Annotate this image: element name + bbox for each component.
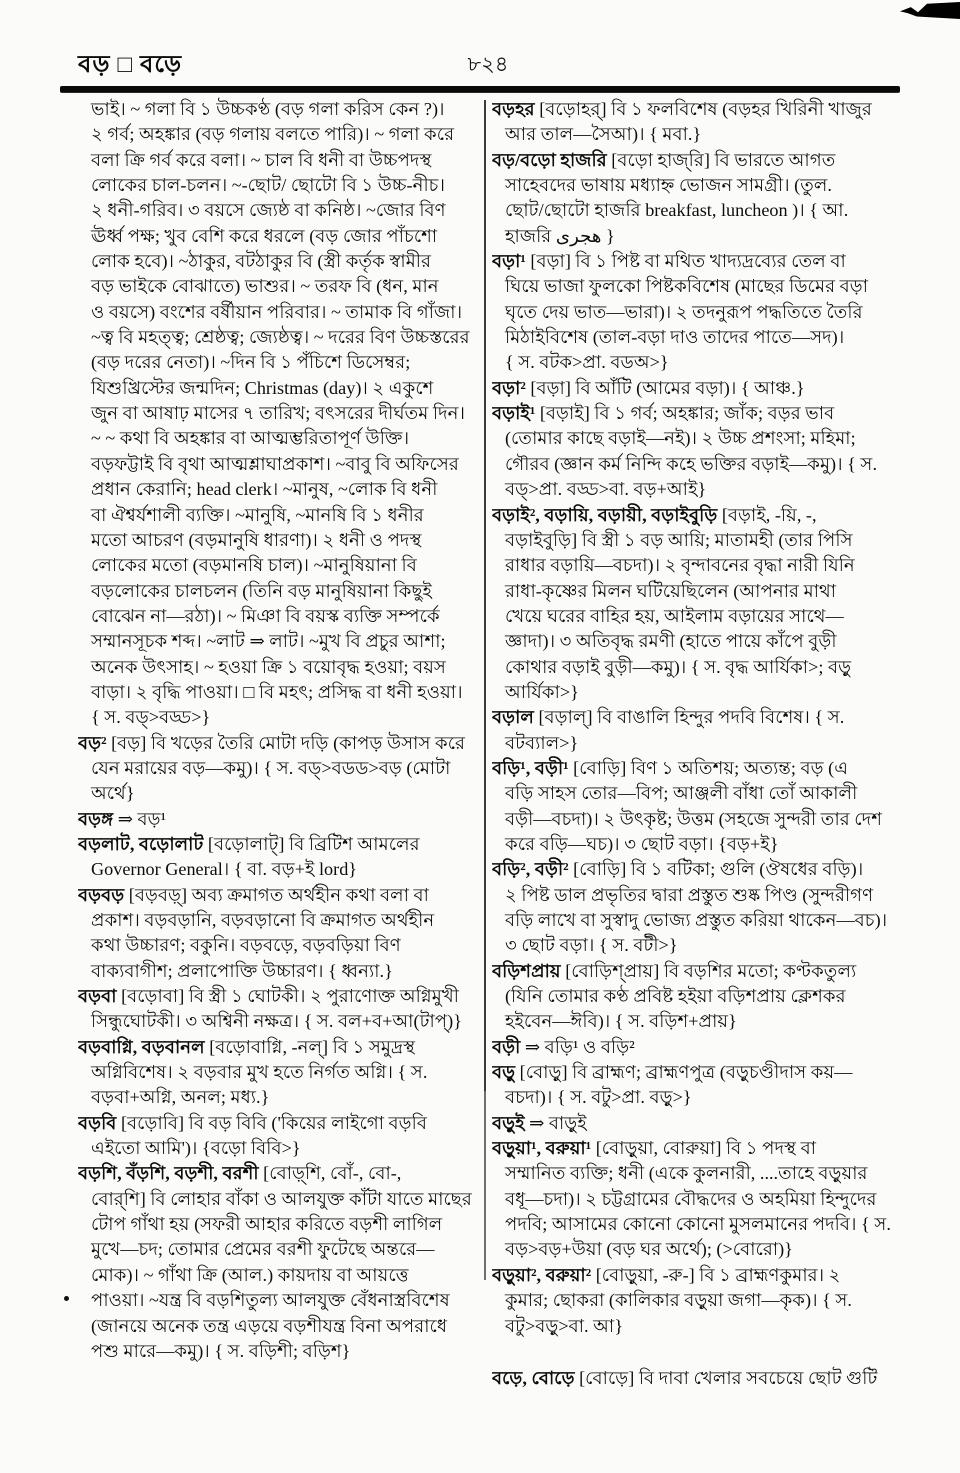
entry-text-line: কোথার বড়াই বুড়ী—কমু)। { স. বৃদ্ধ আর্যিকা>; বড়ু [505, 656, 852, 677]
entry-text-line: ~ ~ কথা বি অহঙ্কার বা আত্মম্ভরিতাপূর্ণ উক্তি। [91, 428, 410, 449]
guide-words: বড় □ বড়ে [78, 52, 183, 78]
entry-text-line: Governor General। { বা. বড়+ই lord} [91, 859, 358, 880]
headword: বড়ে, বোড়ে [492, 1367, 575, 1388]
entry-text-line: সম্মানসূচক শব্দ। ~লাট ⇒ লাট। ~মুখ বি প্রচুর আশা; [91, 631, 446, 652]
entry-headword-line: বড়িশপ্রায় [বোড়িশ্‌প্রায়] বি বড়শির মতো; কণ্টকতুল্য [492, 960, 857, 981]
entry-text-line: { স. বড্>বড্ড>} [91, 707, 211, 728]
headword: বড়ুয়া², বরুয়া² [492, 1264, 592, 1285]
headword: বড়ুই [492, 1112, 525, 1133]
entry-text-line: লোকের মতো (বড়মানষি চাল)। ~মানুষিয়ানা বি [91, 555, 417, 576]
scan-corner-artifact [900, 2, 960, 19]
entry-headword-line: বড়বাগ্নি, বড়বানল [বড়োবাগ্নি, -নল্] বি ১ সমুদ্রস্থ [78, 1036, 416, 1057]
headword: বড়ুয়া¹, বরুয়া¹ [492, 1138, 592, 1159]
entry-text-line: অনেক উৎসাহ। ~ হওয়া ক্রি ১ বয়োবৃদ্ধ হওয়া; বয়স [91, 656, 446, 677]
entry-headword-line: বড়া² [বড়া] বি আঁটি (আমের বড়া)। { আঞ্চ.} [492, 377, 805, 398]
entry-text-line: বচদা)। { স. বটু>প্রা. বড়ু>} [505, 1087, 692, 1108]
entry-text-line: ছোট/ছোটো হাজরি breakfast, luncheon )। { আ. [505, 200, 849, 221]
entry-text-line: ২ পিষ্ট ডাল প্রভৃতির দ্বারা প্রস্তুত শুষ্ক পিণ্ড (সুন্দরীগণ [505, 884, 874, 905]
entry-text-line: এইতো আমি')। {বড়ো বিবি>} [91, 1138, 301, 1159]
entry-text-line: ৩ ছোট বড়া। { স. বটী>} [505, 935, 678, 956]
entry-text-line: বা ঐশ্বর্যশালী ব্যক্তি। ~মানুষি, ~মানষি বি ১ ধনীর [91, 504, 424, 525]
entry-headword-line: বড়শি, বঁড়শি, বড়শী, বরশী [বোড়্‌শি, বোঁ-, বো-, [78, 1163, 402, 1184]
headword: বড়লাট, বড়োলাট [78, 833, 204, 854]
entry-text-line: বড়>বড়+উয়া (বড় ঘর অর্থে); (>বোরো)} [505, 1239, 793, 1260]
entry-text-line: জুন বা আষাঢ় মাসের ৭ তারিখ; বৎসরের দীর্ঘতম দিন। [91, 403, 466, 424]
entry-text-line: যেন মরায়ের বড়—কমু)। { স. বড্>বডড>বড় (মোটা [91, 757, 451, 778]
entry-text-line: (বড় দরের নেতা)। ~দিন বি ১ পঁচিশে ডিসেম্বর; [91, 352, 411, 373]
entry-headword-line: বড়বা [বড়োবা] বি স্ত্রী ১ ঘোটকী। ২ পুরাণোক্ত অগ্নিমুখী [78, 986, 459, 1007]
headword: বড়াল [492, 707, 534, 728]
entry-text-line: যিশুখ্রিস্টের জন্মদিন; Christmas (day)। ২ একুশে [91, 377, 434, 398]
entry-text-line: লোক হবে)। ~ঠাকুর, বটঠাকুর বি (স্ত্রী কর্তৃক স্বামীর [91, 251, 432, 272]
entry-text-line: ঊর্ধ্ব পক্ষ; খুব বেশি করে ধরলে (বড় জোর পাঁচশো [91, 225, 438, 246]
headword: বড়ি², বড়ী² [492, 859, 569, 880]
entry-headword-line: বড়াই², বড়ায়ি, বড়ায়ী, বড়াইবুড়ি [বড়াই, -য়ি, -, [492, 504, 817, 525]
entry-text-line: প্রধান কেরানি; head clerk। ~মানুষ, ~লোক বি ধনী [91, 479, 438, 500]
entry-text-line: (তোমার কাছে বড়াই—নই)। ২ উচ্চ প্রশংসা; মহিমা; [505, 428, 856, 449]
entry-text-line: বড়ি লাখে বা সুস্বাদু ভোজ্য প্রস্তুত করিয়া থাকেন—বচ)। [505, 910, 888, 930]
headword: বড়বা [78, 986, 117, 1007]
entry-text-line: জ্ঞাদা)। ৩ অতিবৃদ্ধ রমণী (হাতে পায়ে কাঁপে বুড়ী [505, 631, 837, 652]
entry-text-line: বটব্যাল>} [505, 732, 579, 753]
entry-text-line: বলা ক্রি গর্ব করে বলা। ~ চাল বি ধনী বা উচ্চপদস্থ [91, 149, 432, 170]
entry-text-line: হাজরি هجرى } [505, 225, 615, 246]
entry-headword-line: বড়ুয়া², বরুয়া² [বোড়ুয়া, -রু-] বি ১ ব্রাহ্মণকুমার। ২ [492, 1264, 841, 1285]
entry-text-line: অগ্নিবিশেষ। ২ বড়বার মুখ হতে নির্গত অগ্নি। { স. [91, 1062, 428, 1083]
entry-text-line: বড় ভাইকে বোঝাতে) ভাশুর। ~ তরফ বি (ধন, মান [91, 276, 439, 297]
entry-text-line: রাধা-কৃষ্ণের মিলন ঘটিয়েছিলেন (আপনার মাথা [505, 580, 837, 601]
entry-headword-line: বড়ু [বোড়ু] বি ব্রাহ্মণ; ব্রাহ্মণপুত্র (বড়ুচণ্ডীদাস কয়— [492, 1062, 853, 1083]
entry-text-line: পদবি; আসামের কোনো কোনো মুসলমানের পদবি। { স. [505, 1214, 891, 1235]
entry-text-line: সিন্ধুঘোটকী। ৩ অশ্বিনী নক্ষত্র। { স. বল+ব+আ(টাপ্)} [91, 1011, 462, 1032]
entry-text-line: { স. বটক>প্রা. বডঅ>} [505, 352, 669, 373]
entry-text-line: বাড়া। ২ বৃদ্ধি পাওয়া। □ বি মহৎ; প্রসিদ্ধ বা ধনী হওয়া। [91, 681, 463, 702]
entry-text-line: সম্মানিত ব্যক্তি; ধনী (একে কুলনারী, ....তাহে বড়ুয়ার [505, 1163, 868, 1184]
entry-text-line: মিঠাইবিশেষ (তাল-বড়া দাও তাদের পাতে—সদ)। [505, 327, 845, 348]
left-column [78, 97, 480, 1364]
right-column [492, 97, 894, 1391]
headword: বড়ী [492, 1036, 521, 1057]
headword: বড়িশপ্রায় [492, 960, 561, 981]
entry-headword-line: বড়/বড়ো হাজরি [বড়ো হাজ্‌রি] বি ভারতে আগত [492, 149, 836, 170]
entry-text-line: পাওয়া। ~যন্ত্র বি বড়শিতুল্য আলযুক্ত বেঁধনাস্ত্রবিশেষ [91, 1290, 450, 1311]
entry-text-line: লোকের চাল-চলন। ~-ছোট/ ছোটো বি ১ উচ্চ-নীচ। [91, 175, 445, 196]
entry-text-line: পশু মারে—কমু)। { স. বড়িশী; বড়িশ} [91, 1340, 351, 1361]
entry-headword-line: বড়া¹ [বড়া] বি ১ পিষ্ট বা মথিত খাদ্যদ্রব্যের তেল বা [492, 251, 846, 272]
entry-headword-line: বড়ি¹, বড়ী¹ [বোড়ি] বিণ ১ অতিশয়; অত্যন্ত; বড় (এ [492, 757, 849, 778]
headword: বড়ু [492, 1062, 516, 1083]
entry-headword-line: বড়ঙ্গ ⇒ বড়¹ [78, 808, 167, 829]
headword: বড়বড় [78, 884, 125, 905]
headword: বড়াই², বড়ায়ি, বড়ায়ী, বড়াইবুড়ি [492, 504, 718, 525]
entry-text-line: টোপ গাঁথা হয় (সফরী আহার করিতে বড়শী লাগিল [91, 1214, 443, 1235]
entry-text-line: ২ গর্ব; অহঙ্কার (বড় গলায় বলতে পারি)। ~ গলা করে [91, 124, 455, 145]
headword: বড়া² [492, 377, 526, 398]
headword: বড়বাগ্নি, বড়বানল [78, 1036, 205, 1057]
header-rule [60, 86, 900, 92]
entry-text-line: রাধার বড়ায়ি—বচদা)। ২ বৃন্দাবনের বৃদ্ধা নারী যিনি [505, 555, 855, 576]
entry-text-line: ও বয়সে) বংশের বর্ষীয়ান পরিবার। ~ তামাক বি গাঁজা। [91, 301, 463, 322]
headword: বড়হর [492, 99, 535, 119]
entry-text-line: অর্থে} [91, 783, 135, 804]
entry-headword-line: বড়ুয়া¹, বরুয়া¹ [বোড়ুয়া, বোরুয়া] বি ১ পদস্থ বা [492, 1138, 817, 1159]
entry-text-line: আর্যিকা>} [505, 681, 579, 702]
entry-headword-line: বড়াল [বড়াল্] বি বাঙালি হিন্দুর পদবি বিশেষ। { স. [492, 707, 845, 728]
entry-text-line: বোর্‌শি] বি লোহার বাঁকা ও আলযুক্ত কাঁটা যাতে মাছের [91, 1188, 472, 1209]
entry-text-line: বড়াইবুড়ি] বি স্ত্রী ১ বড় আয়ি; মাতামহী (তার পিসি [505, 529, 853, 550]
entry-text-line: (যিনি তোমার কণ্ঠ প্রবিষ্ট হইয়া বড়িশপ্রায় ক্লেশকর [505, 986, 846, 1007]
entry-text-line: ২ ধনী-গরিব। ৩ বয়সে জ্যেষ্ঠ বা কনিষ্ঠ। ~জোর বিণ [91, 200, 446, 221]
entry-headword-line: বড়বি [বড়োবি] বি বড় বিবি ('কিয়ের লাইগো বড়বি [78, 1112, 427, 1133]
entry-text-line: বড়লোকের চালচলন (তিনি বড় মানুষিয়ানা কিছুই [91, 580, 432, 601]
column-divider [484, 100, 486, 1280]
entry-text-line: মতো আচরণ (বড়মানুষি ধারণা)। ২ ধনী ও পদস্থ [91, 529, 422, 550]
entry-text-line: বড্>প্রা. বড্ড>বা. বড়+আই} [505, 479, 707, 500]
entry-text-line: মোক)। ~ গাঁথা ক্রি (আল.) কায়দায় বা আয়ত্তে [91, 1264, 409, 1285]
entry-headword-line: বড়বড় [বড়বড়্] অব্য ক্রমাগত অর্থহীন কথা বলা বা [78, 884, 429, 905]
entry-headword-line: বড়লাট, বড়োলাট [বড়োলাট্] বি ব্রিটিশ আমলের [78, 833, 420, 854]
entry-text-line: বড়ফট্টাই বি বৃথা আত্মশ্লাঘাপ্রকাশ। ~বাবু বি অফিসের [91, 453, 459, 474]
entry-text-line: বড়ি সাহস তোর—বিপ; আঞ্জলী বাঁধা তোঁ আকালী [505, 783, 858, 804]
entry-text-line: ঘিয়ে ভাজা ফুলকো পিষ্টকবিশেষ (মাছের ডিমের বড়া [505, 276, 869, 297]
entry-text-line: প্রকাশ। বড়বড়ানি, বড়বড়ানো বি ক্রমাগত অর্থহীন [91, 910, 435, 930]
entry-text-line: হইবেন—ঈবি)। { স. বড়িশ+প্রায়} [505, 1011, 737, 1032]
headword: বড়া¹ [492, 251, 526, 272]
scan-speck [64, 1296, 69, 1301]
entry-text-line: বড়ী—বচদা)। ২ উৎকৃষ্ট; উত্তম (সহজে সুন্দরী তার দেশ [505, 808, 882, 829]
page-number: ৮২৪ [467, 52, 509, 76]
entry-text-line: ঘৃতে দেয় ভাত—ভারা)। ২ তদনুরূপ পদ্ধতিতে তৈরি [505, 301, 863, 322]
entry-text-line: খেয়ে ঘরের বাহির হয়, আইলাম বড়ায়ের সাথে— [505, 605, 844, 626]
headword: বড়/বড়ো হাজরি [492, 149, 607, 170]
entry-text-line: বড়বা+অগ্নি, অনল; মধ্য.} [91, 1087, 270, 1108]
entry-headword-line: বড়² [বড়] বি খড়ের তৈরি মোটা দড়ি (কাপড় উসাস করে [78, 732, 466, 753]
entry-text-line: কথা উচ্চারণ; বকুনি। বড়বড়ে, বড়বড়িয়া বিণ [91, 935, 401, 956]
entry-text-line: ভাই। ~ গলা বি ১ উচ্চকণ্ঠ (বড় গলা করিস কেন ?)। [91, 99, 445, 119]
entry-text-line: বাক্যবাগীশ; প্রলাপোক্তি উচ্চারণ। { ধ্বন্যা.} [91, 960, 393, 981]
entry-text-line: করে বড়ি—ঘচ)। ৩ ছোট বড়া। {বড়+ই} [505, 833, 779, 854]
entry-headword-line: বড়াই¹ [বড়াই] বি ১ গর্ব; অহঙ্কার; জাঁক; বড়র ভাব [492, 403, 835, 424]
headword: বড়ি¹, বড়ী¹ [492, 757, 569, 778]
entry-headword-line: বড়হর [বড়োহর্] বি ১ ফলবিশেষ (বড়হর খিরিনী খাজুর [492, 99, 872, 119]
headword: বড়াই¹ [492, 403, 536, 424]
headword: বড়বি [78, 1112, 117, 1133]
entry-text-line: গৌরব (জ্ঞান কর্ম নিন্দি কহে ভক্তির বড়াই—কমু)। { স. [505, 453, 877, 474]
entry-text-line: (জানয়ে অনেক তন্ত্র এড়য়ে বড়শীযন্ত্র বিনা অপরাধে [91, 1315, 448, 1336]
headword: বড়ঙ্গ [78, 808, 114, 829]
headword: বড়শি, বঁড়শি, বড়শী, বরশী [78, 1163, 259, 1184]
entry-text-line: বটু>বড়ু>বা. আ} [505, 1315, 624, 1336]
entry-headword-line: বড়ী ⇒ বড়ি¹ ও বড়ি² [492, 1036, 635, 1057]
entry-headword-line: বড়ুই ⇒ বাড়ুই [492, 1112, 587, 1133]
entry-text-line: মুখে—চদ; তোমার প্রেমের বরশী ফুটেছে অন্তরে— [91, 1239, 435, 1260]
page-header [78, 46, 898, 80]
entry-text-line: ~ত্ব বি মহত্ত্ব; শ্রেষ্ঠত্ব; জ্যেষ্ঠত্ব। ~ দরের বিণ উচ্চস্তরের [91, 327, 470, 348]
entry-headword-line: বড়ি², বড়ী² [বোড়ি] বি ১ বটিকা; গুলি (ঔষধের বড়ি)। [492, 859, 864, 880]
entry-text-line: সাহেবদের ভাষায় মধ্যাহ্ন ভোজন সামগ্রী। (তুল. [505, 175, 832, 196]
headword: বড়² [78, 732, 107, 753]
entry-text-line: বোঝেন না—রঠা)। ~ মিঞা বি বয়স্ক ব্যক্তি সম্পর্কে [91, 605, 440, 626]
entry-headword-line: বড়ে, বোড়ে [বোড়ে] বি দাবা খেলার সবচেয়ে ছোট গুটি [492, 1367, 878, 1388]
entry-text-line: বধূ—চদা)। ২ চট্টগ্রামের বৌদ্ধদের ও অহমিয়া হিন্দুদের [505, 1188, 877, 1209]
entry-text-line: কুমার; ছোকরা (কালিকার বড়ুয়া জগা—কৃক)। { স. [505, 1290, 852, 1311]
entry-text-line: আর তাল—সৈআ)। { মবা.} [505, 124, 702, 145]
